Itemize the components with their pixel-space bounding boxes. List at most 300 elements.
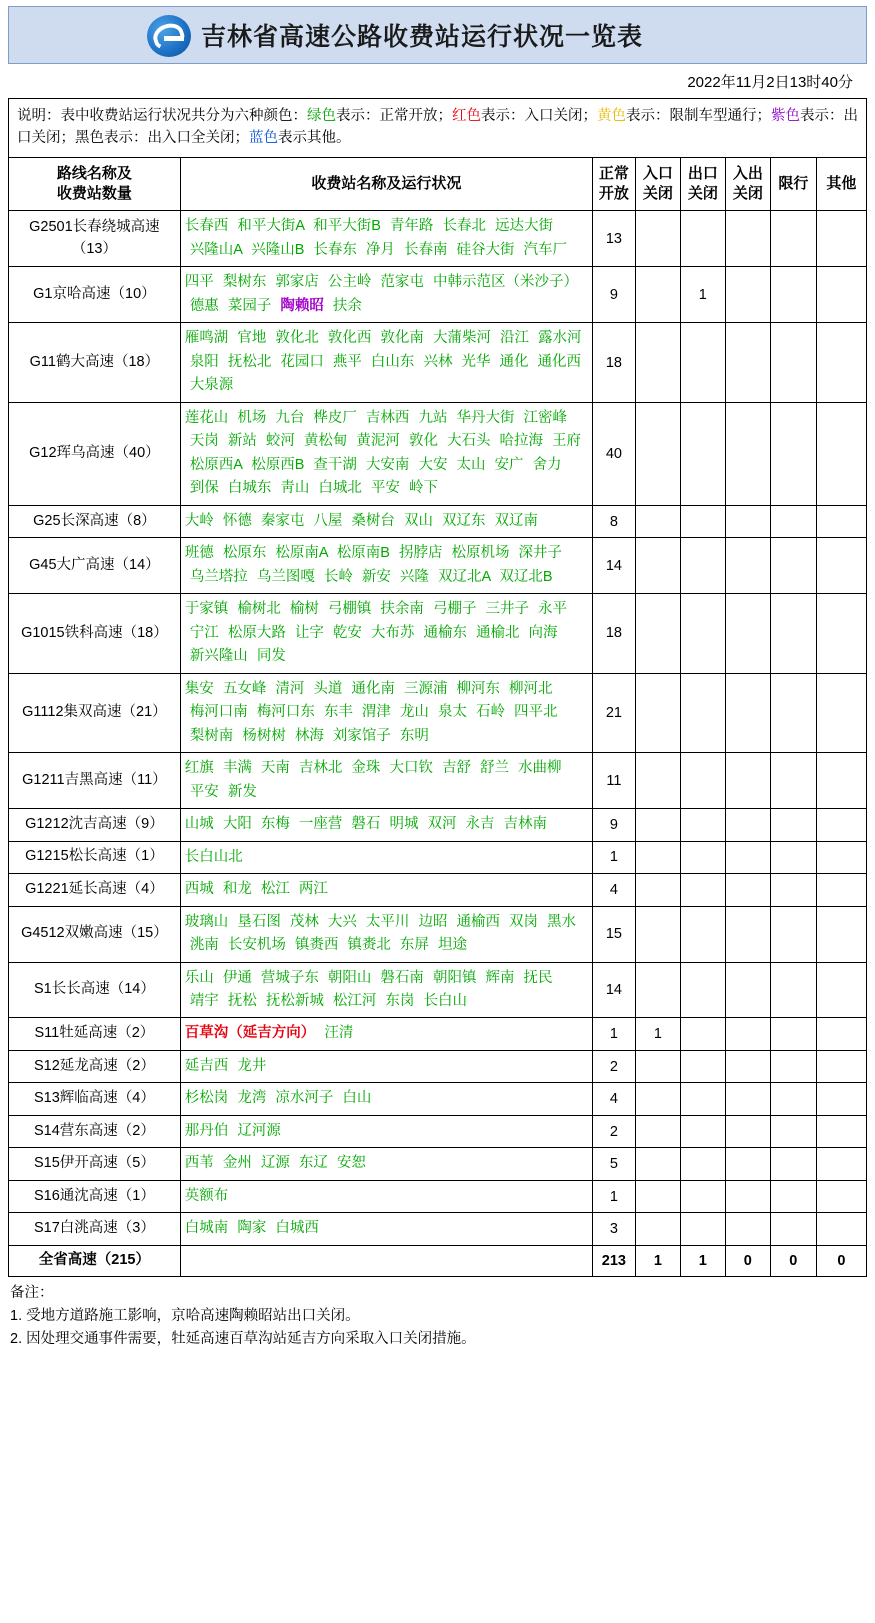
table-row [9, 1115, 867, 1147]
count-open-cell: 13 [592, 211, 635, 267]
count-open-cell: 3 [592, 1213, 635, 1245]
route-name-cell: G1221延长高速（4） [9, 874, 181, 906]
column-header-open: 正常 开放 [592, 157, 635, 211]
route-name-cell: S13辉临高速（4） [9, 1083, 181, 1115]
count-both-closed-cell [725, 267, 770, 323]
count-limit-cell [770, 809, 816, 841]
station-status-item: 凉水河子 [275, 1090, 334, 1107]
station-list-cell [180, 267, 592, 323]
route-name-cell: S16通沈高速（1） [9, 1180, 181, 1212]
timestamp: 2022年11月2日13时40分 [687, 74, 853, 91]
count-limit-cell [770, 402, 816, 505]
station-status-item: 平安 [189, 783, 219, 800]
station-status-item: 镇赉北 [347, 937, 391, 954]
station-list-cell [180, 1148, 592, 1180]
station-status-item: 黄泥河 [356, 433, 400, 450]
station-status-item: 白山东 [370, 353, 415, 370]
route-name-cell: S12延龙高速（2） [9, 1050, 181, 1082]
station-status-item: 长春东 [313, 241, 357, 258]
count-other-cell [816, 1018, 866, 1050]
station-status-item: 扶余 [332, 297, 362, 314]
station-status-item: 杨树树 [242, 727, 286, 744]
count-limit-cell [770, 1050, 816, 1082]
station-status-item: 山城 [184, 816, 214, 833]
route-name-cell: G1015铁科高速（18） [9, 594, 181, 673]
station-list-cell [180, 841, 592, 873]
count-both-closed-cell [725, 505, 770, 537]
station-status-item: 范家屯 [380, 274, 424, 291]
station-status-item: 边昭 [418, 913, 448, 930]
station-status-item: 菜园子 [227, 297, 272, 314]
total-entrance-closed-cell: 1 [635, 1245, 680, 1276]
count-open-cell: 1 [592, 1180, 635, 1212]
route-name-cell: G1京哈高速（10） [9, 267, 181, 323]
count-entrance-closed-cell [635, 1213, 680, 1245]
station-status-item: 大安 [418, 456, 448, 473]
station-status-item: 通化 [499, 353, 529, 370]
station-status-item: 伊通 [222, 969, 252, 986]
notes-title: 备注： [10, 1284, 54, 1301]
table-row [9, 673, 867, 752]
count-exit-closed-cell [680, 673, 725, 752]
station-status-item: 松原南B [336, 545, 390, 562]
table-row [9, 594, 867, 673]
count-both-closed-cell [725, 1083, 770, 1115]
count-limit-cell [770, 1180, 816, 1212]
station-list-cell [180, 505, 592, 537]
station-status-item: 白山 [342, 1090, 372, 1107]
station-status-item: 通化南 [351, 680, 395, 697]
station-status-item: 永吉 [465, 816, 495, 833]
count-entrance-closed-cell: 1 [635, 1018, 680, 1050]
note-line: 1. 受地方道路施工影响，京哈高速陶赖昭站出口关闭。 [10, 1307, 360, 1324]
station-status-item: 大石头 [446, 433, 491, 450]
station-status-item: 九台 [275, 409, 305, 426]
station-status-item: 和平大街B [313, 218, 381, 235]
count-other-cell [816, 1050, 866, 1082]
station-status-item: 永平 [538, 601, 568, 618]
count-exit-closed-cell [680, 841, 725, 873]
count-entrance-closed-cell [635, 841, 680, 873]
station-status-item: 净月 [365, 241, 395, 258]
table-row [9, 1050, 867, 1082]
station-status-item: 汪清 [324, 1025, 354, 1042]
station-status-item: 双岗 [509, 913, 539, 930]
station-status-item: 深井子 [518, 545, 563, 562]
count-limit-cell [770, 1148, 816, 1180]
table-row [9, 505, 867, 537]
station-status-item: 那丹伯 [184, 1122, 229, 1139]
station-status-item: 白城北 [318, 480, 362, 497]
station-status-item: 公主岭 [327, 274, 372, 291]
station-status-item: 陶赖昭 [280, 297, 324, 314]
station-status-item: 大泉源 [189, 377, 234, 394]
count-open-cell: 9 [592, 809, 635, 841]
station-status-item: 班德 [184, 545, 214, 562]
column-header-entrance-closed: 入口 关闭 [635, 157, 680, 211]
station-status-item: 东明 [399, 727, 429, 744]
count-both-closed-cell [725, 1148, 770, 1180]
station-status-item: 双辽南 [494, 512, 539, 529]
count-both-closed-cell [725, 1050, 770, 1082]
count-exit-closed-cell [680, 505, 725, 537]
count-exit-closed-cell [680, 538, 725, 594]
station-status-item: 坦途 [437, 937, 467, 954]
station-list-cell [180, 594, 592, 673]
count-open-cell: 2 [592, 1115, 635, 1147]
legend [8, 98, 867, 157]
station-status-item: 舒兰 [480, 760, 510, 777]
legend-color-text: 表示：入口关闭； [481, 108, 597, 124]
count-limit-cell [770, 962, 816, 1018]
route-name-cell: G1212沈吉高速（9） [9, 809, 181, 841]
count-both-closed-cell [725, 673, 770, 752]
count-other-cell [816, 323, 866, 402]
station-status-item: 东岗 [385, 993, 415, 1009]
station-status-item: 吉林北 [298, 760, 343, 777]
station-status-item: 五女峰 [222, 680, 267, 697]
station-status-item: 梅河口南 [189, 704, 248, 721]
station-status-item: 长安机场 [227, 937, 286, 954]
count-entrance-closed-cell [635, 402, 680, 505]
count-other-cell [816, 211, 866, 267]
station-status-item: 大口钦 [389, 760, 433, 777]
table-row [9, 267, 867, 323]
count-exit-closed-cell [680, 1083, 725, 1115]
station-status-item: 新兴隆山 [189, 648, 248, 665]
legend-color-text: 表示：正常开放； [336, 108, 452, 124]
count-both-closed-cell [725, 1213, 770, 1245]
count-both-closed-cell [725, 809, 770, 841]
station-status-item: 长岭 [323, 568, 353, 585]
station-status-item: 茂林 [289, 913, 319, 930]
count-limit-cell [770, 753, 816, 809]
count-other-cell [816, 505, 866, 537]
station-status-item: 三源浦 [403, 680, 448, 697]
route-name-cell: G1215松长高速（1） [9, 841, 181, 873]
note-line: 2. 因处理交通事件需要，牡延高速百草沟站延吉方向采取入口关闭措施。 [10, 1331, 476, 1347]
station-status-item: 兴隆山B [251, 241, 305, 258]
table-row [9, 809, 867, 841]
count-entrance-closed-cell [635, 1083, 680, 1115]
total-stations-cell [180, 1245, 592, 1276]
station-status-item: 清河 [275, 680, 305, 697]
station-status-item: 英额布 [184, 1187, 229, 1204]
station-status-item: 莲花山 [184, 409, 229, 426]
route-name-cell: G2501长春绕城高速（13） [9, 211, 181, 267]
legend-color-label: 红色 [452, 108, 481, 124]
station-status-item: 松江 [260, 881, 290, 898]
station-status-item: 桦皮厂 [313, 409, 357, 426]
station-status-item: 长白山 [423, 993, 467, 1009]
station-status-item: 东丰 [323, 704, 353, 721]
station-status-item: 八屋 [313, 512, 343, 529]
station-status-item: 安广 [494, 456, 524, 473]
station-status-item: 桑树台 [351, 512, 395, 529]
route-name-cell: S17白洮高速（3） [9, 1213, 181, 1245]
legend-color-text: 表示其他。 [278, 130, 351, 147]
station-status-item: 和龙 [222, 881, 252, 898]
count-both-closed-cell [725, 594, 770, 673]
station-status-item: 兴隆山A [189, 241, 243, 258]
station-status-item: 龙湾 [237, 1090, 267, 1107]
route-name-cell: G1211吉黑高速（11） [9, 753, 181, 809]
station-status-item: 硅谷大街 [456, 241, 515, 258]
count-other-cell [816, 962, 866, 1018]
station-status-item: 辽河源 [237, 1122, 281, 1139]
table-row [9, 211, 867, 267]
station-list-cell [180, 1180, 592, 1212]
station-status-item: 松原机场 [451, 545, 510, 562]
count-other-cell [816, 594, 866, 673]
station-status-item: 通榆西 [456, 913, 500, 930]
count-exit-closed-cell [680, 1050, 725, 1082]
route-name-cell: G4512双嫩高速（15） [9, 906, 181, 962]
station-list-cell [180, 673, 592, 752]
station-status-item: 靖宇 [189, 993, 219, 1009]
station-status-item: 通榆东 [423, 624, 467, 641]
count-open-cell: 11 [592, 753, 635, 809]
station-status-item: 花园口 [280, 353, 324, 370]
station-status-item: 吉林南 [503, 816, 548, 833]
count-open-cell: 18 [592, 323, 635, 402]
station-status-item: 林海 [294, 727, 324, 744]
station-list-cell [180, 1018, 592, 1050]
station-status-item: 新站 [227, 433, 257, 450]
count-exit-closed-cell [680, 906, 725, 962]
station-status-item: 九站 [418, 409, 448, 426]
count-both-closed-cell [725, 323, 770, 402]
route-name-cell: S1长长高速（14） [9, 962, 181, 1018]
legend-color-label: 黑色 [75, 130, 104, 147]
table-row [9, 962, 867, 1018]
table-row [9, 753, 867, 809]
legend-color-text: 表示：限制车型通行； [626, 108, 771, 124]
legend-color-text: 表示：出口关闭； [17, 108, 858, 147]
total-other-cell: 0 [816, 1245, 866, 1276]
total-both-closed-cell: 0 [725, 1245, 770, 1276]
station-status-item: 蛟河 [265, 433, 295, 450]
count-both-closed-cell [725, 874, 770, 906]
count-entrance-closed-cell [635, 1115, 680, 1147]
table-row [9, 538, 867, 594]
station-status-item: 郭家店 [275, 274, 319, 291]
station-status-item: 敦化 [408, 433, 438, 450]
station-status-item: 大阳 [222, 816, 252, 833]
station-status-item: 汽车厂 [523, 241, 568, 258]
total-label-cell: 全省高速（215） [9, 1245, 181, 1276]
station-status-item: 江密峰 [523, 409, 568, 426]
station-status-item: 长春南 [403, 241, 448, 258]
station-status-item: 陶家 [237, 1220, 267, 1237]
station-status-item: 乌兰图嘎 [256, 568, 315, 585]
station-status-item: 红旗 [184, 760, 214, 777]
station-status-item: 松原西B [251, 456, 305, 473]
station-status-item: 抚民 [523, 969, 553, 986]
station-status-item: 松江河 [332, 993, 377, 1009]
station-status-item: 新发 [227, 783, 257, 800]
table-row [9, 1083, 867, 1115]
count-entrance-closed-cell [635, 962, 680, 1018]
station-status-item: 舍力 [532, 456, 562, 473]
station-status-item: 扶余南 [380, 601, 424, 618]
station-status-item: 黑水 [547, 913, 577, 930]
station-status-item: 乐山 [184, 969, 214, 986]
station-status-item: 西苇 [184, 1155, 214, 1172]
station-status-item: 金州 [222, 1155, 252, 1172]
station-status-item: 和平大街A [237, 218, 305, 235]
station-status-item: 王府 [552, 433, 582, 450]
station-status-item: 梨树南 [189, 727, 234, 744]
count-open-cell: 40 [592, 402, 635, 505]
count-other-cell [816, 841, 866, 873]
station-status-item: 柳河东 [456, 680, 500, 697]
station-status-item: 同发 [256, 648, 286, 665]
station-status-item: 一座营 [298, 816, 343, 833]
station-status-item: 丰满 [222, 760, 252, 777]
count-exit-closed-cell [680, 594, 725, 673]
station-status-item: 大安南 [365, 456, 410, 473]
station-status-item: 敦化北 [275, 330, 319, 347]
station-status-item: 两江 [298, 881, 328, 898]
table-header-row [9, 157, 867, 211]
count-open-cell: 18 [592, 594, 635, 673]
route-name-cell: G1112集双高速（21） [9, 673, 181, 752]
station-status-item: 远达大街 [495, 218, 553, 235]
count-limit-cell [770, 594, 816, 673]
count-both-closed-cell [725, 841, 770, 873]
station-status-item: 弓棚子 [432, 601, 477, 618]
count-exit-closed-cell [680, 1115, 725, 1147]
station-status-item: 东梅 [260, 816, 290, 833]
total-open-cell: 213 [592, 1245, 635, 1276]
table-row [9, 906, 867, 962]
station-status-item: 双辽北A [437, 568, 491, 585]
count-entrance-closed-cell [635, 505, 680, 537]
count-other-cell [816, 906, 866, 962]
column-header-stations: 收费站名称及运行状况 [180, 157, 592, 211]
station-status-item: 通化西 [537, 353, 582, 370]
count-limit-cell [770, 267, 816, 323]
count-open-cell: 14 [592, 538, 635, 594]
count-entrance-closed-cell [635, 211, 680, 267]
station-status-item: 梅河口东 [256, 704, 315, 721]
count-entrance-closed-cell [635, 809, 680, 841]
route-name-cell: G11鹤大高速（18） [9, 323, 181, 402]
station-list-cell [180, 323, 592, 402]
station-status-item: 敦化南 [380, 330, 424, 347]
station-list-cell [180, 1115, 592, 1147]
count-entrance-closed-cell [635, 267, 680, 323]
count-both-closed-cell [725, 1180, 770, 1212]
station-status-item: 松原西A [189, 456, 243, 473]
table-row [9, 841, 867, 873]
footer-notes [8, 1277, 867, 1352]
count-entrance-closed-cell [635, 753, 680, 809]
station-status-item: 柳河北 [509, 680, 553, 697]
station-status-item: 辽源 [260, 1155, 290, 1172]
count-both-closed-cell [725, 962, 770, 1018]
count-limit-cell [770, 1083, 816, 1115]
station-status-item: 渭津 [361, 704, 391, 721]
station-status-item: 天南 [260, 760, 290, 777]
station-status-item: 青年路 [389, 218, 434, 235]
station-status-item: 松原东 [222, 545, 267, 562]
station-status-item: 抚松新城 [265, 993, 324, 1009]
station-status-item: 双山 [403, 512, 433, 529]
station-status-item: 机场 [237, 409, 267, 426]
station-status-item: 泉太 [437, 704, 467, 721]
column-header-route: 路线名称及 收费站数量 [9, 157, 181, 211]
station-status-item: 平安 [370, 480, 400, 497]
count-entrance-closed-cell [635, 673, 680, 752]
station-status-item: 泉阳 [189, 353, 219, 370]
count-other-cell [816, 1083, 866, 1115]
station-status-item: 四平 [184, 274, 214, 291]
count-exit-closed-cell [680, 211, 725, 267]
station-status-item: 东辽 [298, 1155, 328, 1172]
station-status-item: 向海 [528, 624, 558, 641]
count-open-cell: 4 [592, 874, 635, 906]
station-status-item: 榆树 [289, 601, 319, 618]
count-entrance-closed-cell [635, 538, 680, 594]
station-list-cell [180, 1083, 592, 1115]
station-list-cell [180, 906, 592, 962]
station-status-item: 延吉西 [184, 1057, 229, 1074]
station-status-item: 磐石南 [380, 969, 424, 986]
station-list-cell [180, 809, 592, 841]
station-status-item: 大布苏 [370, 624, 415, 641]
station-status-item: 长白山北 [184, 848, 243, 865]
count-exit-closed-cell [680, 1213, 725, 1245]
station-status-item: 兴隆 [399, 568, 429, 585]
count-exit-closed-cell [680, 962, 725, 1018]
count-open-cell: 1 [592, 1018, 635, 1050]
station-status-item: 宁江 [189, 624, 219, 641]
station-status-item: 敦化西 [327, 330, 372, 347]
station-status-item: 燕平 [332, 353, 362, 370]
station-status-item: 太平川 [365, 913, 410, 930]
column-header-limit: 限行 [770, 157, 816, 211]
station-status-item: 靑山 [280, 480, 310, 497]
count-open-cell: 21 [592, 673, 635, 752]
station-status-item: 让字 [294, 624, 324, 641]
station-status-item: 官地 [237, 330, 267, 347]
station-list-cell [180, 538, 592, 594]
station-status-item: 德惠 [189, 297, 219, 314]
station-status-item: 岭下 [408, 480, 438, 497]
count-limit-cell [770, 841, 816, 873]
table-row [9, 323, 867, 402]
legend-color-label: 绿色 [307, 108, 336, 124]
station-status-item: 杉松岗 [184, 1090, 229, 1107]
count-other-cell [816, 809, 866, 841]
station-status-item: 秦家屯 [260, 512, 305, 529]
table-row [9, 1018, 867, 1050]
count-other-cell [816, 673, 866, 752]
station-status-item: 长春西 [184, 218, 229, 235]
count-other-cell [816, 1180, 866, 1212]
legend-color-label: 紫色 [771, 108, 800, 124]
station-status-item: 刘家馆子 [332, 727, 391, 744]
station-status-item: 白城西 [275, 1220, 319, 1237]
station-list-cell [180, 402, 592, 505]
station-status-item: 大岭 [184, 512, 214, 529]
route-name-cell: S14营东高速（2） [9, 1115, 181, 1147]
station-status-item: 长春北 [442, 218, 486, 235]
count-limit-cell [770, 211, 816, 267]
station-status-item: 白城南 [184, 1220, 229, 1237]
